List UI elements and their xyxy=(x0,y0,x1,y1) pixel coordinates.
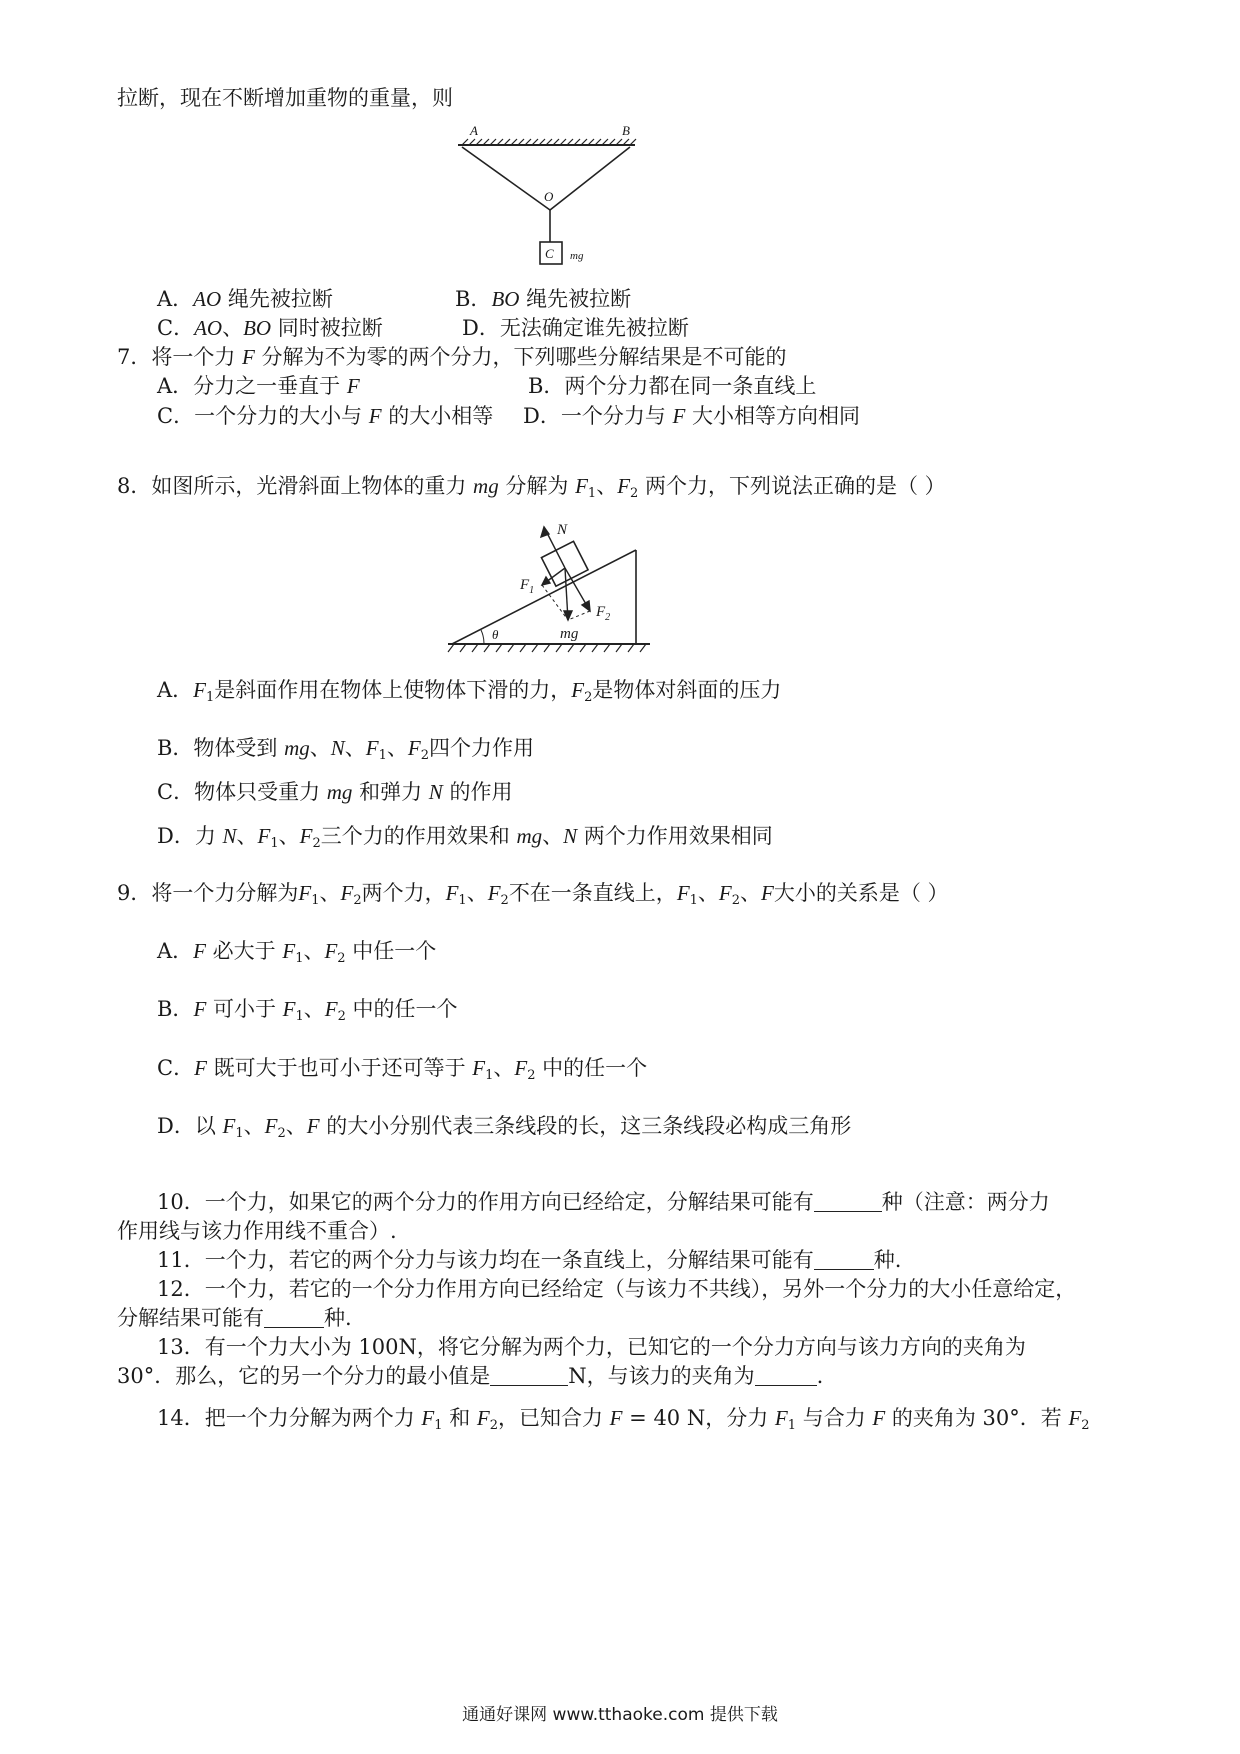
figure-hanging-weight xyxy=(440,115,660,275)
label-theta: θ xyxy=(492,627,499,642)
label-n: N xyxy=(557,522,568,538)
q7-stem: 7．将一个力 F 分解为不为零的两个分力，下列哪些分解结果是不可能的 xyxy=(117,345,787,369)
label-f2: $F_2$ xyxy=(596,604,611,623)
label-a: A xyxy=(470,123,478,138)
q6-option-a: A．AO 绳先被拉断 xyxy=(157,287,333,311)
q10-line2: 作用线与该力作用线不重合）. xyxy=(117,1219,397,1243)
q9-option-a: A．F 必大于 $F_1$、$F_2$ 中任一个 xyxy=(157,939,437,966)
q12-line2: 分解结果可能有 种. xyxy=(117,1306,352,1330)
page-footer: 通通好课网 www.tthaoke.com 提供下载 xyxy=(462,1705,778,1725)
q6-option-c: C．AO、BO 同时被拉断 xyxy=(157,316,383,340)
continued-question-text: 拉断，现在不断增加重物的重量，则 xyxy=(117,86,453,110)
q13-line2: 30°．那么，它的另一个分力的最小值是 N，与该力的夹角为 . xyxy=(117,1364,824,1388)
q7-option-d: D．一个分力与 F 大小相等方向相同 xyxy=(523,404,861,428)
q9-option-d: D．以 $F_1$、$F_2$、F 的大小分别代表三条线段的长，这三条线段必构成三角形 xyxy=(157,1114,852,1141)
q12-line1: 12．一个力，若它的一个分力作用方向已经给定（与该力不共线），另外一个分力的大小任意给定， xyxy=(157,1277,1077,1301)
answer-blank[interactable] xyxy=(814,1249,874,1270)
answer-blank[interactable] xyxy=(264,1307,324,1328)
q9-option-b: B．F 可小于 $F_1$、$F_2$ 中的任一个 xyxy=(157,997,458,1024)
q8-option-b: B．物体受到 mg、N、$F_1$、$F_2$四个力作用 xyxy=(157,736,535,763)
q7-option-b: B．两个分力都在同一条直线上 xyxy=(528,374,817,398)
q7-option-a: A．分力之一垂直于 F xyxy=(157,374,360,398)
label-o: O xyxy=(544,189,554,204)
label-mg: mg xyxy=(560,626,579,642)
q8-option-d: D．力 N、$F_1$、$F_2$三个力的作用效果和 mg、N 两个力作用效果相同 xyxy=(157,824,773,851)
q7-option-c: C．一个分力的大小与 F 的大小相等 xyxy=(157,404,494,428)
answer-blank[interactable] xyxy=(490,1365,568,1386)
label-c: C xyxy=(545,246,554,261)
q14-line1: 14．把一个力分解为两个力 $F_1$ 和 $F_2$，已知合力 F = 40 N，分力 $F_1$ 与合力 F 的夹角为 30°．若 $F_2$ xyxy=(157,1406,1090,1433)
q8-option-c: C．物体只受重力 mg 和弹力 N 的作用 xyxy=(157,780,513,804)
answer-blank[interactable] xyxy=(755,1365,817,1386)
q6-option-b: B．BO 绳先被拉断 xyxy=(455,287,632,311)
label-f1: $F_1$ xyxy=(520,577,535,596)
q8-stem: 8．如图所示，光滑斜面上物体的重力 mg 分解为 $F_1$、$F_2$ 两个力，下列说法正确的是（ ） xyxy=(117,474,946,501)
q13-line1: 13．有一个力大小为 100N，将它分解为两个力，已知它的一个分力方向与该力方向的夹角为 xyxy=(157,1335,1026,1359)
q11: 11．一个力，若它的两个分力与该力均在一条直线上，分解结果可能有 种. xyxy=(157,1248,902,1272)
figure-incline xyxy=(440,520,660,660)
label-mg: mg xyxy=(570,250,584,262)
label-b: B xyxy=(622,123,630,138)
answer-blank[interactable] xyxy=(814,1191,882,1212)
q6-option-d: D．无法确定谁先被拉断 xyxy=(462,316,689,340)
q8-option-a: A．$F_1$是斜面作用在物体上使物体下滑的力，$F_2$是物体对斜面的压力 xyxy=(157,678,782,705)
q9-option-c: C．F 既可大于也可小于还可等于 $F_1$、$F_2$ 中的任一个 xyxy=(157,1056,648,1083)
q9-stem: 9．将一个力分解为$F_1$、$F_2$两个力，$F_1$、$F_2$不在一条直线上，$F_1$、$F_2$、F大小的关系是（ ） xyxy=(117,881,949,908)
q10-line1: 10．一个力，如果它的两个分力的作用方向已经给定，分解结果可能有 种（注意：两分力 xyxy=(157,1190,1050,1214)
